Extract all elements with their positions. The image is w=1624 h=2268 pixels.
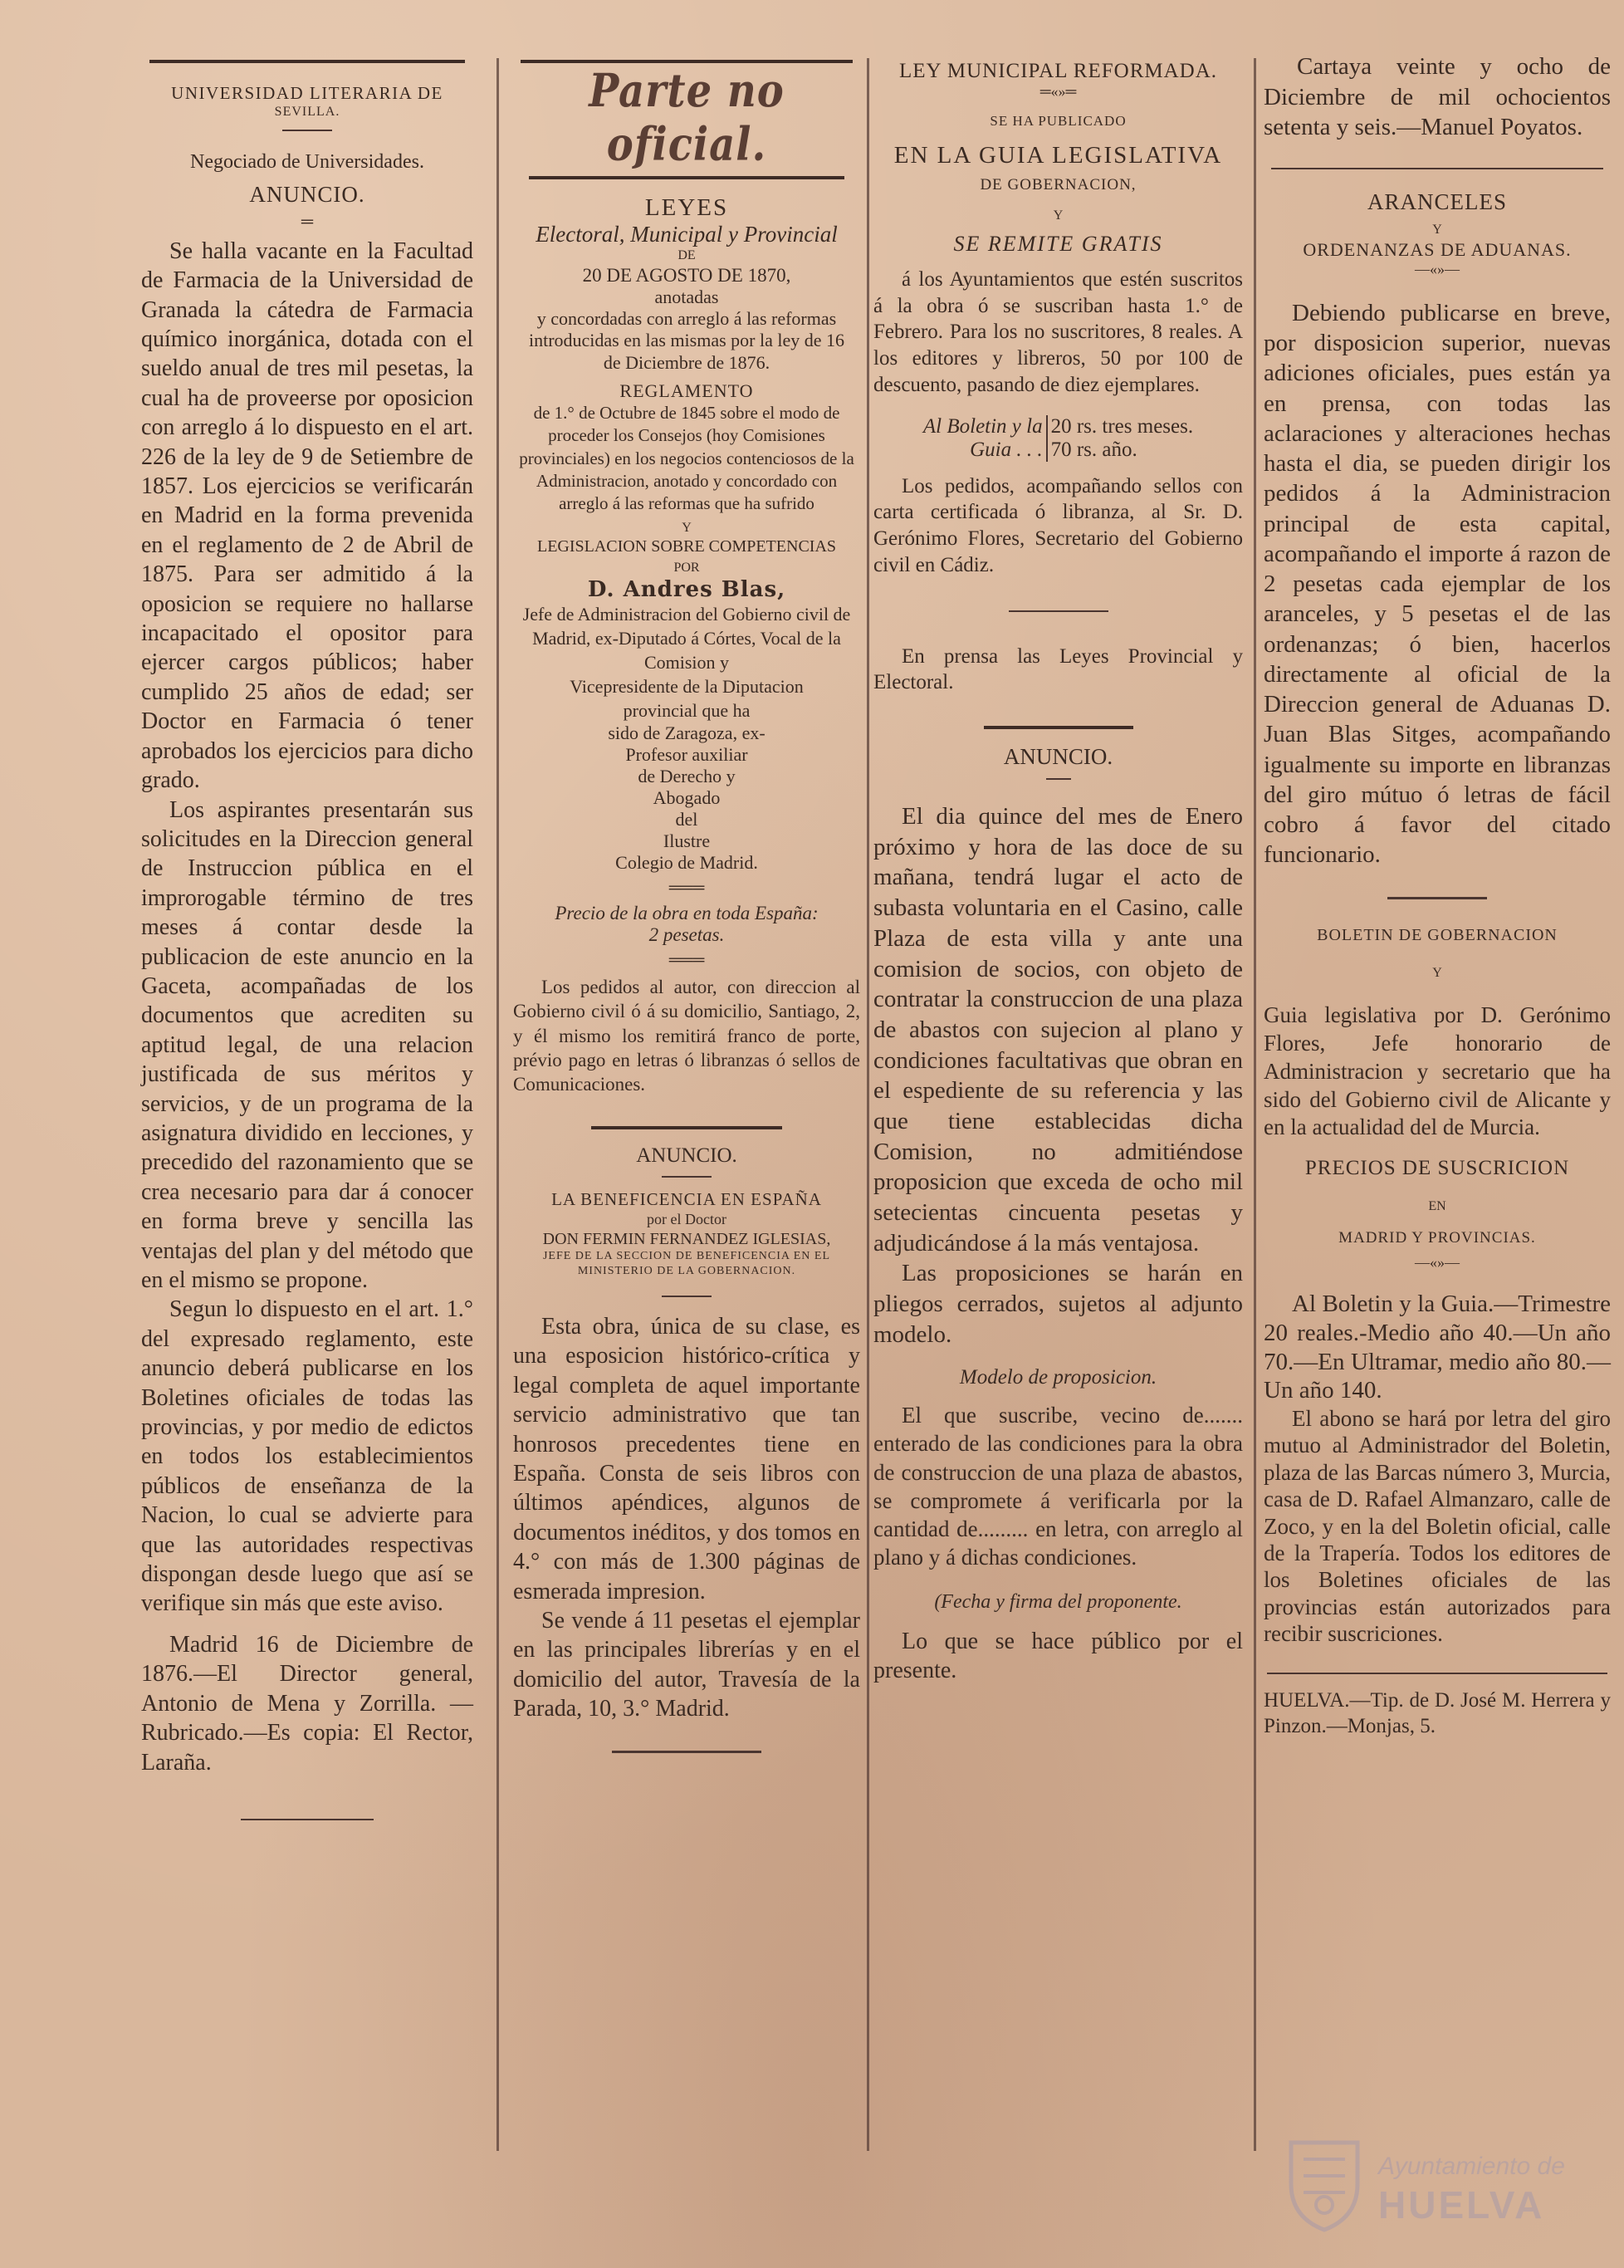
- author-bio-7: del: [675, 809, 698, 830]
- column-4: [1264, 51, 1611, 1740]
- author-bio-4: Profesor auxiliar: [625, 744, 748, 766]
- book-annot: anotadas: [654, 286, 719, 307]
- stamp-line-1: Ayuntamiento de: [1378, 2153, 1565, 2180]
- top-rule: [149, 60, 465, 63]
- anuncio-heading: ANUNCIO.: [1003, 744, 1113, 770]
- por-label: POR: [673, 561, 700, 576]
- anuncio-heading: ANUNCIO.: [249, 181, 365, 207]
- beneficencia-title: LA BENEFICENCIA EN ESPAÑA: [551, 1189, 822, 1210]
- author-bio-8: Ilustre: [663, 830, 711, 852]
- ayuntamiento-stamp: [1279, 2134, 1611, 2234]
- author-bio-6: Abogado: [653, 787, 721, 809]
- anuncio-paragraph-3: Segun lo dispuesto en el art. 1.° del expresado reglamento, este anuncio deberá publicarse en los Boletines oficiales de todas las provincias, y por medio de edictos en todos los establecimientos públicos de enseñanza de la Nacion, lo cual se advierte para que las autoridades respectivas dispongan desde luego que así se verifique sin más que este aviso.: [141, 1296, 473, 1617]
- masthead-rule: [529, 176, 844, 179]
- column-2: [513, 51, 860, 1753]
- ornament: ═: [301, 212, 314, 231]
- coat-of-arms-icon: [1279, 2134, 1370, 2234]
- author-bio-3: sido de Zaragoza, ex-: [608, 723, 766, 744]
- reglamento-heading: REGLAMENTO: [619, 380, 754, 401]
- author-bio-9: Colegio de Madrid.: [615, 852, 758, 874]
- legislacion-heading: LEGISLACION SOBRE COMPETENCIAS: [536, 537, 837, 556]
- ornament: ═«»═: [1039, 83, 1077, 100]
- book-concord: y concordadas con arreglo á las reformas introducidas en las mismas por la ley de 16 de Diciembre de 1876.: [528, 307, 845, 373]
- column-rule-1: [496, 58, 499, 2151]
- book-de: DE: [677, 248, 696, 262]
- abono-text: El abono se hará por letra del giro mutuo al Administrador del Boletin, plaza de las Barcas número 3, Murcia, casa de D. Rafael Almanzaro, calle de Zoco, y en la del Boletin oficial, calle de la Trapería. Todos los editores de los Boletines oficiales de las provincias están autorizados para recibir suscriciones.: [1264, 1406, 1611, 1647]
- author-name: D. Andres Blas,: [587, 577, 786, 603]
- anuncio-paragraph-1: Se halla vacante en la Facultad de Farmacia de la Universidad de Granada la cátedra de Farmacia químico inorgánica, dotada con el sueldo anual de tres mil pesetas, la cual ha de proveerse por oposicion con arreglo á lo dispuesto en el art. 226 de la ley de 9 de Setiembre de 1857. Los ejercicios se verificarán en Madrid en la forma prevenida en el reglamento de 2 de Abril de 1875. Para ser admitido á la oposicion se requiere no hallarse incapacitado el opositor para ejercer cargos públicos; haber cumplido 25 años de edad; ser Doctor en Farmacia ó tener aprobados los ejercicios para dicho grado.: [141, 238, 473, 794]
- column-3: [873, 51, 1243, 1686]
- divider: [662, 1176, 712, 1178]
- boletin-price-1: 20 rs. tres meses.: [1050, 414, 1194, 438]
- proposiciones-text: Las proposiciones se harán en pliegos cerrados, sujetos al adjunto modelo.: [873, 1260, 1243, 1348]
- ornament: ═══: [668, 951, 705, 970]
- divider: [282, 130, 332, 131]
- divider: [662, 1296, 712, 1297]
- modelo-text: El que suscribe, vecino de....... enterado de las condiciones para la obra de construccion de una plaza de abastos, se compromete á verificarla por la cantidad de......... en letra, con arreglo al plano y á dichas condiciones.: [873, 1403, 1243, 1570]
- imprenta-text: HUELVA.—Tip. de D. José M. Herrera y Pinzon.—Monjas, 5.: [1264, 1688, 1611, 1738]
- aranceles-heading: ARANCELES: [1367, 189, 1507, 215]
- book-date: 20 DE AGOSTO DE 1870,: [582, 264, 791, 286]
- orders-text: Los pedidos al autor, con direccion al Gobierno civil ó á su domicilio, Santiago, 2, y él mismo los remitirá franco de porte, prévio pago en letras ó libranzas ó sellos de Comunicaciones.: [513, 977, 860, 1095]
- remite-text: á los Ayuntamientos que estén suscritos á la obra ó se suscriban hasta 1.° de Febrero. Para los no suscritores, 8 reales. A los editores y libreros, 50 por 100 de descuento, pasando de diez ejemplares.: [873, 267, 1243, 396]
- conj-y: Y: [1432, 223, 1442, 238]
- beneficencia-paragraph-1: Esta obra, única de su clase, es una esposicion histórico-crítica y legal completa de aquel importante servicio administrativo que tan honrosos precedentes tiene en España. Consta de seis libros con últimos apéndices, algunos de documentos inéditos, y dos tomos en 4.° con más de 1.300 páginas de esmerada impresion.: [513, 1313, 860, 1604]
- beneficencia-author: DON FERMIN FERNANDEZ IGLESIAS,: [542, 1229, 831, 1248]
- reglamento-text: de 1.° de Octubre de 1845 sobre el modo de proceder los Consejos (hoy Comisiones provinciales) en los negocios contenciosos de la Administracion, anotado y concordado con arreglo á las reformas que ha sufrido: [519, 402, 854, 514]
- boletin-heading: BOLETIN DE GOBERNACION: [1317, 925, 1558, 944]
- stamp-line-2: HUELVA: [1378, 2183, 1545, 2226]
- end-rule: [612, 1751, 761, 1753]
- subasta-text: El dia quince del mes de Enero próximo y hora de las doce de su mañana, tendrá lugar el acto de subasta voluntaria en el Casino, calle Plaza de esta villa y ante una comision de socios, con objeto de contratar la construccion de una plaza de abastos con sujecion al plano y condiciones facultativas que obran en el espediente de su referencia y las que tiene establecidas dicha Comision, no admitiéndose proposicion que exceda de ocho mil setecientas cincuenta pesetas y adjudicándose á la más ventajosa.: [873, 803, 1243, 1256]
- boletin-price-2: 70 rs. año.: [1050, 438, 1137, 461]
- en-label: EN: [1428, 1199, 1446, 1214]
- gobernacion-label: DE GOBERNACION,: [980, 176, 1137, 194]
- top-rule: [521, 60, 853, 63]
- conj-y: Y: [682, 521, 692, 536]
- section-rule: [1271, 168, 1603, 169]
- ordenanzas-heading: ORDENANZAS DE ADUANAS.: [1303, 238, 1572, 260]
- ornament-2: —«»—: [1415, 1253, 1460, 1271]
- boletin-prices: [873, 415, 1243, 462]
- section-rule: [591, 1126, 782, 1129]
- madrid-heading: MADRID Y PROVINCIAS.: [1338, 1228, 1536, 1247]
- ornament: ═══: [668, 879, 705, 898]
- divider: [1387, 897, 1487, 899]
- signature: Madrid 16 de Diciembre de 1876.—El Director general, Antonio de Mena y Zorrilla. —Rubricado.—Es copia: El Rector, Laraña.: [141, 1631, 473, 1776]
- published-label: SE HA PUBLICADO: [990, 113, 1127, 129]
- column-1: [141, 51, 473, 1820]
- aranceles-text: Debiendo publicarse en breve, por disposicion superior, nuevas adiciones oficiales, pues están ya en prensa, con todas las aclaraciones y alteraciones hechas hasta el dia, se pueden dirigir los pedidos á la Administracion principal de esta capital, acompañando el importe á razon de 2 pesetas cada ejemplar de los aranceles, y 5 pesetas el de las ordenanzas; ó bien, hacerlos directamente al oficial de la Direccion general de Aduanas D. Juan Blas Sitges, acompañando igualmente su importe en libranzas del giro mútuo ó letras de fácil cobro á favor del citado funcionario.: [1264, 299, 1611, 869]
- beneficencia-role: JEFE DE LA SECCION DE BENEFICENCIA EN EL MINISTERIO DE LA GOBERNACION.: [542, 1249, 831, 1277]
- price-label: Precio de la obra en toda España:: [555, 903, 819, 924]
- ornament: —«»—: [1415, 260, 1460, 277]
- ley-municipal-title: LEY MUNICIPAL REFORMADA.: [898, 60, 1218, 82]
- beneficencia-paragraph-2: Se vende á 11 pesetas el ejemplar en las principales librerías y en el domicilio del autor, Travesía de la Parada, 10, 3.° Madrid.: [513, 1608, 860, 1722]
- pedidos-text: Los pedidos, acompañando sellos con carta certificada ó libranza, al Sr. D. Gerónimo Flores, Secretario del Gobierno civil en Cádiz.: [873, 474, 1243, 576]
- guia-text: Guia legislativa por D. Gerónimo Flores, Jefe honorario de Administracion y secretario que ha sido del Gobierno civil de Alicante y en la actualidad del de Murcia.: [1264, 1002, 1611, 1140]
- city-heading: SEVILLA.: [274, 105, 340, 119]
- fecha-firma: (Fecha y firma del proponente.: [934, 1591, 1182, 1614]
- section-rule: [984, 726, 1133, 729]
- end-rule: [241, 1819, 374, 1820]
- divider: [1009, 610, 1108, 612]
- precios-heading: PRECIOS DE SUSCRICION: [1304, 1157, 1570, 1180]
- modelo-heading: Modelo de proposicion.: [959, 1366, 1157, 1389]
- column-rule-2: [867, 58, 869, 2151]
- author-bio-1: Jefe de Administracion del Gobierno civil de Madrid, ex-Diputado á Córtes, Vocal de la Comision y: [522, 604, 851, 674]
- section-rule: [1267, 1673, 1607, 1674]
- divider: [1046, 778, 1071, 780]
- masthead-title: Parte no oficial.: [589, 64, 785, 172]
- author-bio-5: de Derecho y: [638, 766, 736, 787]
- precios-text: Al Boletin y la Guia.—Trimestre 20 reales.-Medio año 40.—Un año 70.—En Ultramar, medio año 80.—Un año 140.: [1264, 1290, 1611, 1404]
- anuncio-paragraph-2: Los aspirantes presentarán sus solicitudes en la Direccion general de Instruccion pública en el improrogable término de tres meses á contar desde la publicacion de este anuncio en la Gaceta, acompañadas de los documentos que acrediten su aptitud legal, de una relacion justificada de sus méritos y servicios, y de un programa de la asignatura dividido en lecciones, y precedido del razonamiento que se crea necesario para dar á conocer en forma breve y sencilla las ventajas del plan y del método que en el mismo se propone.: [141, 796, 473, 1294]
- beneficencia-by: por el Doctor: [647, 1211, 726, 1228]
- section-heading: Negociado de Universidades.: [190, 150, 424, 173]
- institution-heading: UNIVERSIDAD LITERARIA DE: [171, 83, 443, 103]
- boletin-label-1: Al Boletin y la: [922, 414, 1043, 438]
- guia-legislativa: EN LA GUIA LEGISLATIVA: [893, 142, 1223, 169]
- prensa-text: En prensa las Leyes Provincial y Electoral.: [873, 644, 1243, 694]
- price-value: 2 pesetas.: [648, 924, 725, 946]
- book-title: LEYES: [644, 194, 729, 221]
- anuncio-heading-2: ANUNCIO.: [636, 1144, 737, 1168]
- column-rule-3: [1254, 58, 1256, 2151]
- remite-gratis: SE REMITE GRATIS: [953, 231, 1163, 256]
- book-subtitle: Electoral, Municipal y Provincial: [536, 222, 838, 247]
- final-text: Lo que se hace público por el presente.: [873, 1629, 1243, 1684]
- cartaya-text: Cartaya veinte y ocho de Diciembre de mil ochocientos setenta y seis.—Manuel Poyatos.: [1264, 53, 1611, 141]
- conj-y: Y: [1053, 208, 1064, 223]
- author-bio-2: Vicepresidente de la Diputacion provincial que ha: [570, 676, 804, 722]
- conj-y-2: Y: [1432, 965, 1442, 980]
- boletin-label-2: Guia . . .: [970, 438, 1043, 461]
